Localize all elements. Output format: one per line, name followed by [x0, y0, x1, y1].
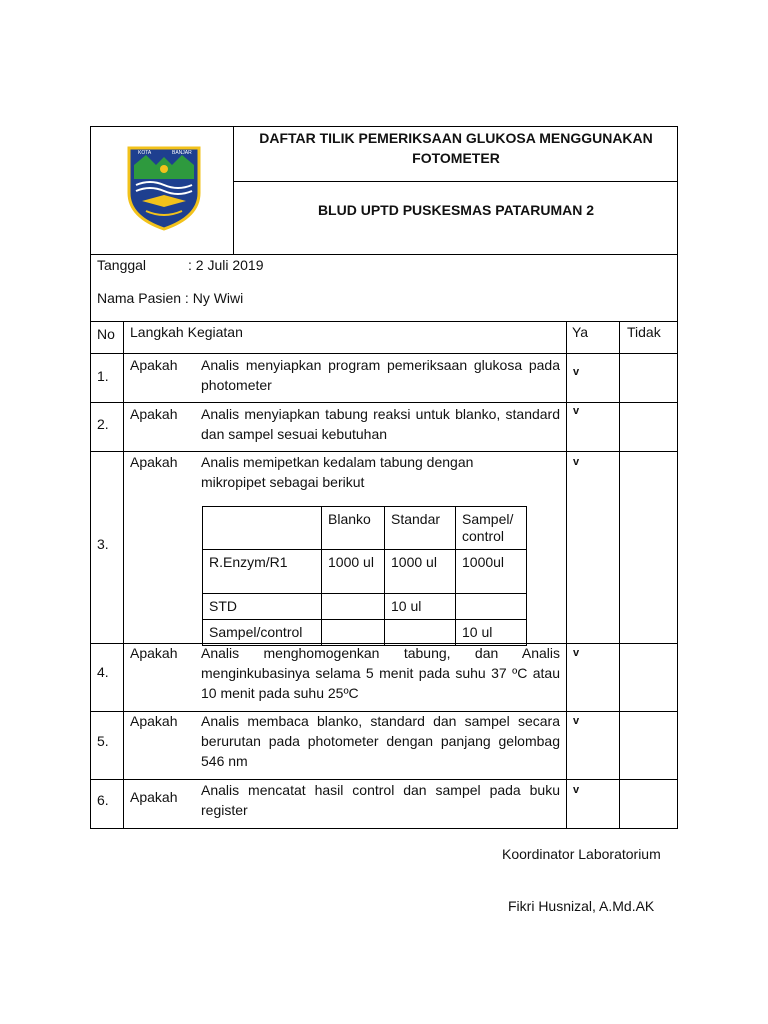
- pipette-header-cell: Blanko: [322, 507, 385, 550]
- organization-name: BLUD UPTD PUSKESMAS PATARUMAN 2: [317, 202, 595, 218]
- row-text: Analis menyiapkan tabung reaksi untuk blanko, standard dan sampel sesuai kebutuhan: [201, 406, 560, 442]
- logo-text-right: BANJAR: [172, 150, 192, 156]
- row-no: 6.: [97, 792, 109, 808]
- pipette-cell: 10 ul: [385, 594, 456, 620]
- row-text: Analis menghomogenkan tabung, dan Analis menginkubasinya selama 5 menit pada suhu 37 ºC atau 10 menit pada suhu 25ºC: [201, 645, 560, 701]
- pipette-cell: [322, 620, 385, 646]
- pipette-cell: R.Enzym/R1: [203, 550, 322, 594]
- col-header-langkah: Langkah Kegiatan: [130, 324, 243, 340]
- pipette-cell: Sampel/control: [203, 620, 322, 646]
- pipette-row: [203, 550, 527, 594]
- row-text: Analis mencatat hasil control dan sampel pada buku register: [201, 782, 560, 818]
- logo-text-left: KOTA: [138, 150, 152, 156]
- col-header-ya: Ya: [572, 324, 589, 340]
- pipette-cell: 1000 ul: [322, 550, 385, 594]
- row-prefix: Apakah: [130, 789, 178, 805]
- row-prefix: Apakah: [130, 713, 178, 729]
- row-no: 4.: [97, 664, 109, 680]
- row-prefix: Apakah: [130, 406, 178, 422]
- pipette-cell: [456, 594, 527, 620]
- row-prefix: Apakah: [130, 357, 178, 373]
- row-ya-check: v: [573, 784, 580, 796]
- col-header-tidak: Tidak: [627, 324, 661, 340]
- pipette-row: [203, 620, 527, 646]
- row-ya-check: v: [573, 647, 580, 659]
- row-no: 5.: [97, 733, 109, 749]
- row-ya-check: v: [573, 405, 580, 417]
- tanggal-label: Tanggal: [97, 257, 147, 273]
- tanggal-value: : 2 Juli 2019: [188, 257, 264, 273]
- pipette-cell: [322, 594, 385, 620]
- pipette-cell: 10 ul: [456, 620, 527, 646]
- row-prefix: Apakah: [130, 454, 178, 470]
- pipette-cell: 1000ul: [456, 550, 527, 594]
- pipette-cell: STD: [203, 594, 322, 620]
- row-text: Analis memipetkan kedalam tabung dengan mikropipet sebagai berikut: [201, 454, 474, 490]
- row-text: Analis membaca blanko, standard dan sampel secara berurutan pada photometer dengan panjang gelombag 546 nm: [201, 713, 560, 769]
- row-no: 1.: [97, 368, 109, 384]
- pipette-header-cell: Sampel/ control: [456, 507, 527, 550]
- pipette-table: [202, 506, 527, 646]
- page-title: DAFTAR TILIK PEMERIKSAAN GLUKOSA MENGGUNAKAN FOTOMETER: [259, 130, 653, 166]
- pipette-header-cell: [203, 507, 322, 550]
- pipette-header-cell: Standar: [385, 507, 456, 550]
- row-text: Analis menyiapkan program pemeriksaan glukosa pada photometer: [201, 357, 560, 393]
- coordinator-name: Fikri Husnizal, A.Md.AK: [508, 898, 655, 914]
- row-ya-check: v: [573, 715, 580, 727]
- pipette-cell: 1000 ul: [385, 550, 456, 594]
- row-no: 2.: [97, 416, 109, 432]
- col-header-no: No: [97, 326, 115, 342]
- row-no: 3.: [97, 536, 109, 552]
- row-ya-check: v: [573, 456, 580, 468]
- row-ya-check: v: [573, 366, 580, 378]
- row-prefix: Apakah: [130, 645, 178, 661]
- city-logo: [126, 145, 202, 231]
- pipette-row: [203, 594, 527, 620]
- pipette-cell: [385, 620, 456, 646]
- pipette-header-row: [203, 507, 527, 550]
- patient-name: Nama Pasien : Ny Wiwi: [97, 290, 244, 306]
- coordinator-title: Koordinator Laboratorium: [502, 846, 661, 862]
